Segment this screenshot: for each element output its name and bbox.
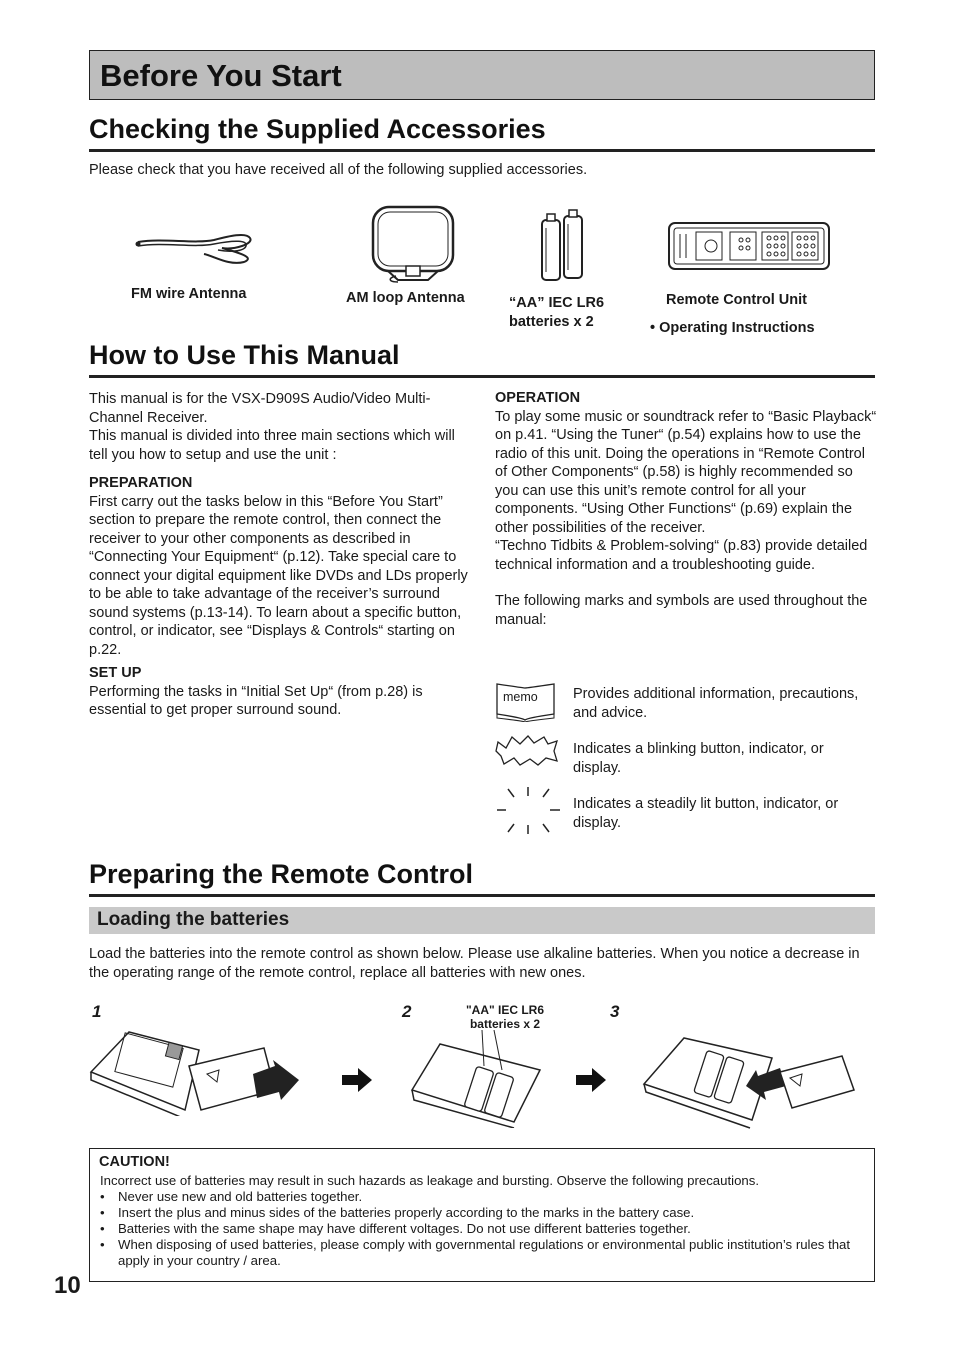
caution-body — [100, 1173, 870, 1269]
remote-control-illustration — [666, 220, 832, 272]
step-1-remove-cover-illustration — [89, 1020, 304, 1116]
accessories-intro: Please check that you have received all of the following supplied accessories. — [89, 162, 588, 178]
batteries-illustration — [536, 206, 590, 284]
caution-intro: Incorrect use of batteries may result in such hazards as leakage and bursting. Observe the following precautions. — [100, 1173, 759, 1188]
marks-intro: The following marks and symbols are used throughout the manual: — [495, 593, 868, 628]
operation-title: OPERATION — [495, 390, 581, 406]
page-number: 10 — [54, 1272, 81, 1299]
step-3-number: 3 — [610, 1002, 620, 1021]
setup-title: SET UP — [89, 665, 142, 681]
remote-heading: Preparing the Remote Control — [89, 859, 474, 889]
memo-text: Provides additional information, precautions, and advice. — [573, 686, 859, 721]
arrow-right-icon — [340, 1066, 374, 1094]
caution-list — [100, 1189, 870, 1269]
step-1-number: 1 — [92, 1002, 102, 1021]
remote-intro: Load the batteries into the remote control as shown below. Please use alkaline batteries. When you notice a decrease in the operating range of the remote control, replace all batteries with new ones. — [89, 946, 860, 981]
fm-antenna-label: FM wire Antenna — [131, 286, 247, 302]
remote-control-label: Remote Control Unit — [666, 292, 807, 308]
caution-box — [89, 1148, 875, 1282]
preparation-text: First carry out the tasks below in this “Before You Start” section to prepare the remote control, then connect the receiver to your other components as described in “Connecting Your Equipment“ (p.12). Take special care to connect your digital equipment like DVDs and LDs properly to be able to take advantage of the receiver’s surround sound systems (p.13-14). To learn about a specific button, control, or indicator, see “Displays & Controls“ starting on p.22. — [89, 493, 468, 658]
memo-word: memo — [503, 690, 538, 704]
manual-right-column — [495, 389, 878, 629]
lit-text: Indicates a steadily lit button, indicator, or display. — [573, 796, 839, 831]
am-loop-antenna-illustration — [368, 204, 458, 284]
loading-batteries-subheading-bar — [89, 907, 875, 934]
manual-intro: This manual is for the VSX-D909S Audio/Video Multi-Channel Receiver. This manual is divided into three main sections which will tell you how to setup and use the unit : — [89, 391, 455, 463]
batteries-label-1: “AA” IEC LR6 — [509, 295, 605, 311]
step-2-battery-label-line-2: batteries x 2 — [469, 1017, 541, 1031]
blink-text: Indicates a blinking button, indicator, or display. — [573, 741, 824, 776]
banner-title: Before You Start — [100, 58, 342, 93]
blinking-icon — [494, 734, 560, 768]
preparation-title: PREPARATION — [89, 475, 193, 491]
step-2-battery-label-line-1: "AA" IEC LR6 — [465, 1003, 545, 1017]
step-3-replace-cover-illustration — [642, 1030, 862, 1134]
step-2-number: 2 — [402, 1002, 412, 1021]
heading-rule — [89, 149, 875, 152]
manual-heading: How to Use This Manual — [89, 340, 400, 370]
batteries-label-2: batteries x 2 — [509, 314, 594, 330]
setup-text: Performing the tasks in “Initial Set Up“ (from p.28) is essential to get proper surround sound. — [89, 683, 423, 718]
caution-title: CAUTION! — [99, 1154, 170, 1170]
step-2-battery-label — [450, 1003, 560, 1031]
operating-instructions-label: • Operating Instructions — [650, 320, 815, 336]
loading-batteries-subheading: Loading the batteries — [97, 909, 290, 930]
manual-left-column — [89, 390, 469, 720]
step-2-insert-batteries-illustration — [410, 1030, 560, 1128]
steady-lit-icon — [494, 785, 562, 837]
am-antenna-label: AM loop Antenna — [346, 290, 465, 306]
accessories-heading: Checking the Supplied Accessories — [89, 114, 546, 144]
arrow-right-icon — [574, 1066, 608, 1094]
fm-antenna-illustration — [134, 228, 256, 268]
caution-item: • Batteries with the same shape may have different voltages. Do not use different batteries together. — [100, 1221, 870, 1237]
operation-text: To play some music or soundtrack refer to “Basic Playback“ on p.41. “Using the Tuner“ (p.54) explains how to use the radio of this unit. Doing the operations in “Remote Control of Other Components“ (p.58) is highly recommended so you can use this unit’s remote control for all your components. “Using Other Functions“ (p.69) explain the other possibilities of the receiver. “Techno Tidbits & Problem-solving“ (p.83) provide detailed technical information and a troubleshooting guide. — [495, 408, 877, 573]
caution-item: • When disposing of used batteries, please comply with governmental regulations or environmental public institution’s rules that apply in your country / area. — [100, 1237, 870, 1269]
section-banner — [89, 50, 875, 100]
heading-rule — [89, 375, 875, 378]
caution-item: • Insert the plus and minus sides of the batteries properly according to the marks in the battery case. — [100, 1205, 870, 1221]
heading-rule — [89, 894, 875, 897]
caution-item: • Never use new and old batteries together. — [100, 1189, 870, 1205]
